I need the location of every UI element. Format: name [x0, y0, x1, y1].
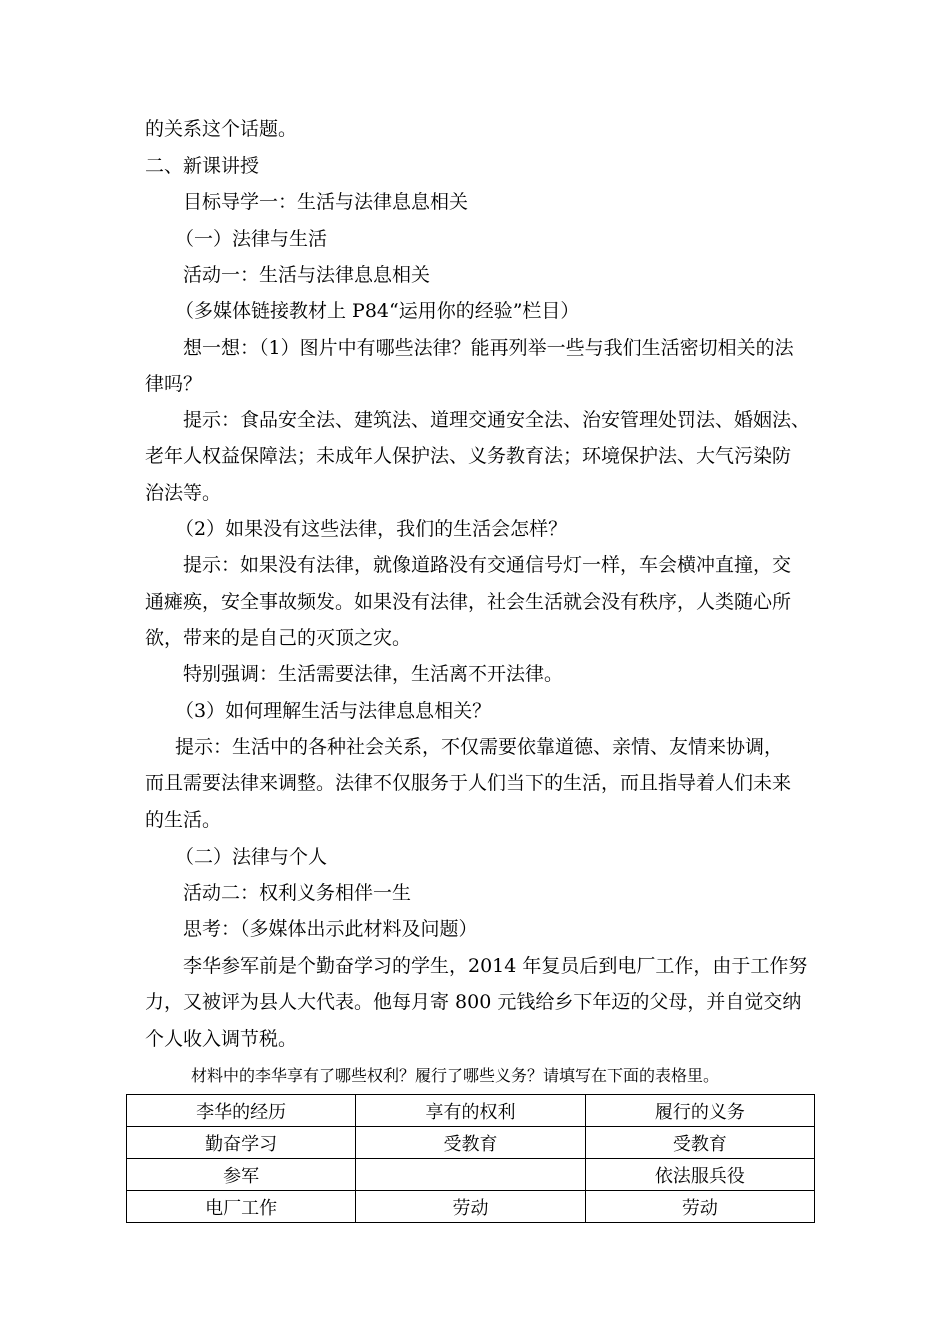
paragraph-line: 思考：（多媒体出示此材料及问题） [183, 918, 478, 940]
table-row [127, 1159, 815, 1191]
paragraph-line: 力，又被评为县人大代表。他每月寄 800 元钱给乡下年迈的父母，并自觉交纳 [145, 991, 802, 1013]
table-header-cell: 履行的义务 [585, 1095, 814, 1127]
paragraph-line: 个人收入调节税。 [145, 1028, 298, 1050]
activity-heading: 活动二：权利义务相伴一生 [183, 882, 412, 904]
table-cell: 劳动 [585, 1191, 814, 1223]
paragraph-line: 李华参军前是个勤奋学习的学生，2014 年复员后到电厂工作，由于工作努 [183, 955, 808, 977]
table-caption: 材料中的李华享有了哪些权利？履行了哪些义务？请填写在下面的表格里。 [191, 1066, 720, 1085]
table-cell: 参军 [127, 1159, 356, 1191]
paragraph-line: 的生活。 [145, 809, 222, 831]
table-header-row [127, 1095, 815, 1127]
section-heading: 二、新课讲授 [145, 155, 260, 177]
subsection-heading: （一）法律与生活 [175, 228, 328, 250]
paragraph-line: （3）如何理解生活与法律息息相关？ [175, 700, 492, 722]
paragraph-line: 的关系这个话题。 [145, 118, 298, 140]
paragraph-line: 提示：生活中的各种社会关系，不仅需要依靠道德、亲情、友情来协调， [175, 736, 784, 758]
paragraph-line: 老年人权益保障法；未成年人保护法、义务教育法；环境保护法、大气污染防 [145, 445, 792, 467]
paragraph-line: 而且需要法律来调整。法律不仅服务于人们当下的生活，而且指导着人们未来 [145, 772, 792, 794]
paragraph-line: 治法等。 [145, 482, 222, 504]
table-row [127, 1191, 815, 1223]
table-header-cell: 李华的经历 [127, 1095, 356, 1127]
table-row [127, 1127, 815, 1159]
goal-heading: 目标导学一：生活与法律息息相关 [183, 191, 469, 213]
table-cell: 依法服兵役 [585, 1159, 814, 1191]
emphasis-line: 特别强调：生活需要法律，生活离不开法律。 [183, 663, 564, 685]
subsection-heading: （二）法律与个人 [175, 846, 328, 868]
table-cell: 受教育 [356, 1127, 585, 1159]
table-cell [356, 1159, 585, 1191]
paragraph-line: 欲，带来的是自己的灭顶之灾。 [145, 627, 412, 649]
paragraph-line: 想一想：（1）图片中有哪些法律？能再列举一些与我们生活密切相关的法 [183, 337, 794, 359]
activity-heading: 活动一：生活与法律息息相关 [183, 264, 431, 286]
paragraph-line: 律吗？ [145, 373, 203, 395]
table-cell: 劳动 [356, 1191, 585, 1223]
table-header-cell: 享有的权利 [356, 1095, 585, 1127]
paragraph-line: 通瘫痪，安全事故频发。如果没有法律，社会生活就会没有秩序，人类随心所 [145, 591, 792, 613]
paragraph-line: 提示：如果没有法律，就像道路没有交通信号灯一样，车会横冲直撞，交 [183, 554, 792, 576]
rights-duties-table [126, 1094, 815, 1223]
table-cell: 受教育 [585, 1127, 814, 1159]
table-cell: 勤奋学习 [127, 1127, 356, 1159]
paragraph-line: 提示：食品安全法、建筑法、道理交通安全法、治安管理处罚法、婚姻法、 [183, 409, 811, 431]
paragraph-line: （2）如果没有这些法律，我们的生活会怎样？ [175, 518, 568, 540]
table-cell: 电厂工作 [127, 1191, 356, 1223]
paragraph-line: （多媒体链接教材上 P84“运用你的经验”栏目） [175, 300, 580, 322]
